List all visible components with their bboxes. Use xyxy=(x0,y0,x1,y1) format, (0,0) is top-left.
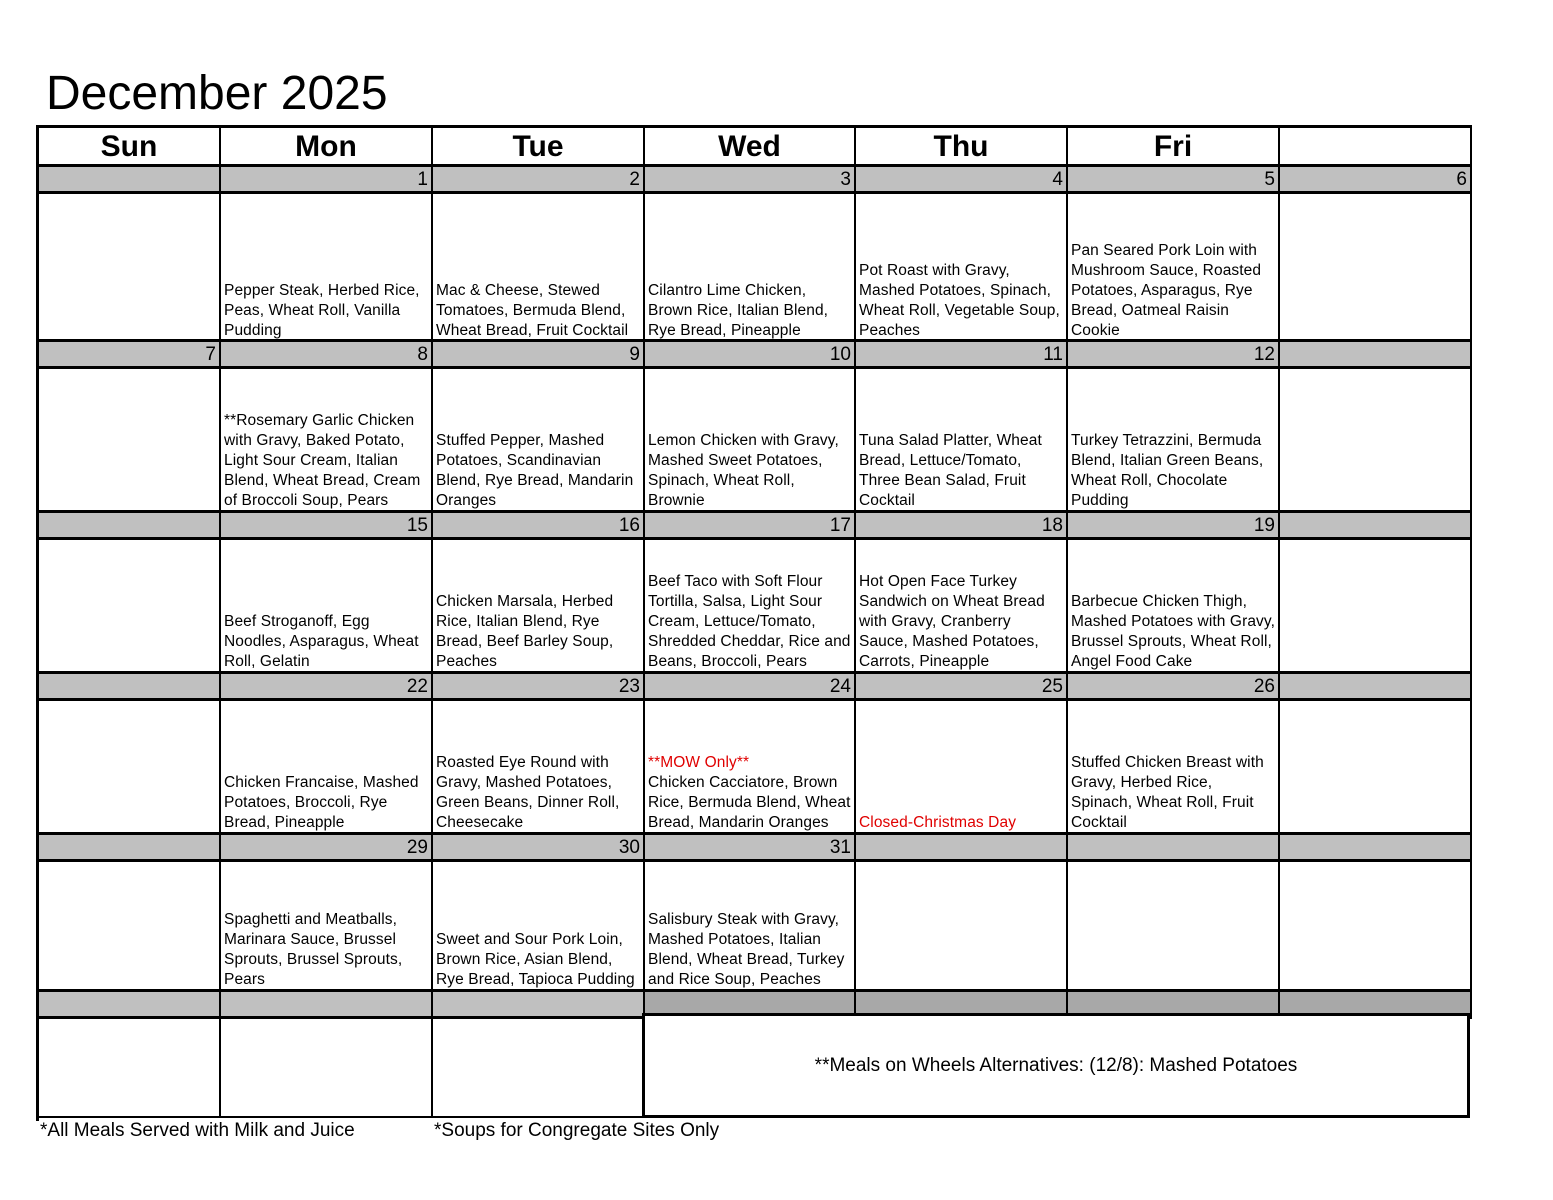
weekday-header: Wed xyxy=(645,128,856,164)
day-cell xyxy=(221,701,433,835)
date-number: 25 xyxy=(856,674,1068,698)
date-number xyxy=(1068,835,1280,859)
meal-description: Barbecue Chicken Thigh, Mashed Potatoes with Gravy, Brussel Sprouts, Wheat Roll, Angel Food Cake xyxy=(1071,593,1276,670)
date-number: 15 xyxy=(221,513,433,537)
day-cell xyxy=(1068,369,1280,513)
date-number: 9 xyxy=(433,342,645,366)
date-number: 16 xyxy=(433,513,645,537)
date-number: 18 xyxy=(856,513,1068,537)
date-number: 19 xyxy=(1068,513,1280,537)
date-number: 7 xyxy=(39,342,221,366)
footnote-soups: *Soups for Congregate Sites Only xyxy=(434,1120,720,1141)
day-cell xyxy=(1280,369,1472,513)
weekday-header: Thu xyxy=(856,128,1068,164)
date-number: 5 xyxy=(1068,167,1280,191)
date-number: 11 xyxy=(856,342,1068,366)
empty-date-cell xyxy=(39,992,221,1016)
meal-description: Pot Roast with Gravy, Mashed Potatoes, Spinach, Wheat Roll, Vegetable Soup, Peaches xyxy=(859,262,1060,339)
day-cell xyxy=(433,540,645,674)
date-number: 2 xyxy=(433,167,645,191)
day-cell xyxy=(1280,862,1472,992)
day-cell xyxy=(221,194,433,343)
footnote-milk-juice: *All Meals Served with Milk and Juice xyxy=(40,1120,355,1141)
date-number xyxy=(39,167,221,191)
date-number-row xyxy=(39,339,1472,369)
meal-description: Mac & Cheese, Stewed Tomatoes, Bermuda Blend, Wheat Bread, Fruit Cocktail xyxy=(436,282,629,339)
empty-day-cell xyxy=(221,1019,433,1118)
day-cell xyxy=(433,194,645,343)
date-number xyxy=(1280,835,1472,859)
day-cell xyxy=(856,862,1068,992)
date-number: 4 xyxy=(856,167,1068,191)
meal-description: Salisbury Steak with Gravy, Mashed Potatoes, Italian Blend, Wheat Bread, Turkey and Rice Soup, Peaches xyxy=(648,911,845,988)
meal-description: Cilantro Lime Chicken, Brown Rice, Italian Blend, Rye Bread, Pineapple xyxy=(648,282,829,339)
empty-day-cell xyxy=(433,1019,645,1118)
meal-description: Spaghetti and Meatballs, Marinara Sauce, Brussel Sprouts, Brussel Sprouts, Pears xyxy=(224,911,403,988)
day-cell xyxy=(856,540,1068,674)
meal-description: **Rosemary Garlic Chicken with Gravy, Baked Potato, Light Sour Cream, Italian Blend, Wheat Bread, Cream of Broccoli Soup, Pears xyxy=(224,412,421,509)
meal-description: Stuffed Chicken Breast with Gravy, Herbed Rice, Spinach, Wheat Roll, Fruit Cocktail xyxy=(1071,754,1264,831)
meal-description: Pan Seared Pork Loin with Mushroom Sauce, Roasted Potatoes, Asparagus, Rye Bread, Oatmeal Raisin Cookie xyxy=(1071,242,1262,339)
meal-description: Tuna Salad Platter, Wheat Bread, Lettuce/Tomato, Three Bean Salad, Fruit Cocktail xyxy=(859,432,1042,509)
day-cell xyxy=(39,369,221,513)
meal-description: Beef Stroganoff, Egg Noodles, Asparagus, Wheat Roll, Gelatin xyxy=(224,613,419,670)
date-number-row xyxy=(39,671,1472,701)
weekday-header: Mon xyxy=(221,128,433,164)
day-cell xyxy=(1068,194,1280,343)
week-row xyxy=(39,862,1472,992)
meal-description: Sweet and Sour Pork Loin, Brown Rice, Asian Blend, Rye Bread, Tapioca Pudding xyxy=(436,931,635,988)
date-number xyxy=(1280,674,1472,698)
meal-description: Chicken Francaise, Mashed Potatoes, Broccoli, Rye Bread, Pineapple xyxy=(224,774,419,831)
date-number xyxy=(1280,342,1472,366)
day-cell xyxy=(221,540,433,674)
week-row xyxy=(39,369,1472,513)
meal-description: Chicken Marsala, Herbed Rice, Italian Blend, Rye Bread, Beef Barley Soup, Peaches xyxy=(436,593,614,670)
date-number: 6 xyxy=(1280,167,1472,191)
day-cell xyxy=(221,369,433,513)
date-number xyxy=(1280,513,1472,537)
day-cell xyxy=(1068,540,1280,674)
meal-description: Stuffed Pepper, Mashed Potatoes, Scandinavian Blend, Rye Bread, Mandarin Oranges xyxy=(436,432,634,509)
date-number: 10 xyxy=(645,342,856,366)
closed-notice: Closed-Christmas Day xyxy=(859,814,1017,831)
date-number xyxy=(856,835,1068,859)
day-cell xyxy=(433,701,645,835)
weekday-header-row xyxy=(39,128,1472,164)
mow-only-label: **MOW Only** xyxy=(648,754,750,771)
empty-date-cell xyxy=(221,992,433,1016)
meal-description: Turkey Tetrazzini, Bermuda Blend, Italian Green Beans, Wheat Roll, Chocolate Pudding xyxy=(1071,432,1264,509)
day-cell xyxy=(1068,701,1280,835)
calendar-grid xyxy=(36,125,1472,1121)
day-cell xyxy=(433,862,645,992)
day-cell xyxy=(856,369,1068,513)
meal-description: Chicken Cacciatore, Brown Rice, Bermuda Blend, Wheat Bread, Mandarin Oranges xyxy=(648,774,851,831)
day-cell xyxy=(433,369,645,513)
week-row xyxy=(39,194,1472,343)
empty-date-cell xyxy=(433,992,645,1016)
mow-alternatives-note xyxy=(642,1013,1470,1118)
meal-description: Lemon Chicken with Gravy, Mashed Sweet Potatoes, Spinach, Wheat Roll, Brownie xyxy=(648,432,839,509)
day-cell xyxy=(221,862,433,992)
date-number: 8 xyxy=(221,342,433,366)
day-cell xyxy=(645,540,856,674)
date-number: 12 xyxy=(1068,342,1280,366)
date-number: 29 xyxy=(221,835,433,859)
day-cell xyxy=(645,194,856,343)
date-number xyxy=(39,835,221,859)
day-cell xyxy=(39,862,221,992)
meal-description: Roasted Eye Round with Gravy, Mashed Potatoes, Green Beans, Dinner Roll, Cheesecake xyxy=(436,754,620,831)
date-number xyxy=(39,513,221,537)
day-cell xyxy=(645,701,856,835)
weekday-header xyxy=(1280,128,1472,164)
date-number: 26 xyxy=(1068,674,1280,698)
day-cell xyxy=(856,701,1068,835)
day-cell xyxy=(645,862,856,992)
date-number: 3 xyxy=(645,167,856,191)
meal-description: Pepper Steak, Herbed Rice, Peas, Wheat Roll, Vanilla Pudding xyxy=(224,282,420,339)
meal-description: Hot Open Face Turkey Sandwich on Wheat Bread with Gravy, Cranberry Sauce, Mashed Potatoes, Carrots, Pineapple xyxy=(859,573,1045,670)
weekday-header: Tue xyxy=(433,128,645,164)
date-number-row xyxy=(39,832,1472,862)
date-number: 1 xyxy=(221,167,433,191)
date-number xyxy=(39,674,221,698)
calendar-title: December 2025 xyxy=(46,67,388,120)
day-cell xyxy=(39,194,221,343)
day-cell xyxy=(1280,540,1472,674)
day-cell xyxy=(856,194,1068,343)
day-cell xyxy=(1280,701,1472,835)
empty-day-cell xyxy=(39,1019,221,1118)
weekday-header: Fri xyxy=(1068,128,1280,164)
mow-note-text: **Meals on Wheels Alternatives: (12/8): Mashed Potatoes xyxy=(814,1054,1298,1076)
week-row xyxy=(39,540,1472,674)
day-cell xyxy=(39,540,221,674)
date-number: 23 xyxy=(433,674,645,698)
weekday-header: Sun xyxy=(39,128,221,164)
meal-description: Beef Taco with Soft Flour Tortilla, Salsa, Light Sour Cream, Lettuce/Tomato, Shredded Cheddar, Rice and Beans, Broccoli, Pears xyxy=(648,573,851,670)
day-cell xyxy=(645,369,856,513)
date-number-row xyxy=(39,510,1472,540)
date-number: 30 xyxy=(433,835,645,859)
date-number: 31 xyxy=(645,835,856,859)
day-cell xyxy=(1068,862,1280,992)
date-number: 17 xyxy=(645,513,856,537)
day-cell xyxy=(1280,194,1472,343)
date-number: 24 xyxy=(645,674,856,698)
date-number: 22 xyxy=(221,674,433,698)
week-row xyxy=(39,701,1472,835)
day-cell xyxy=(39,701,221,835)
date-number-row xyxy=(39,164,1472,194)
